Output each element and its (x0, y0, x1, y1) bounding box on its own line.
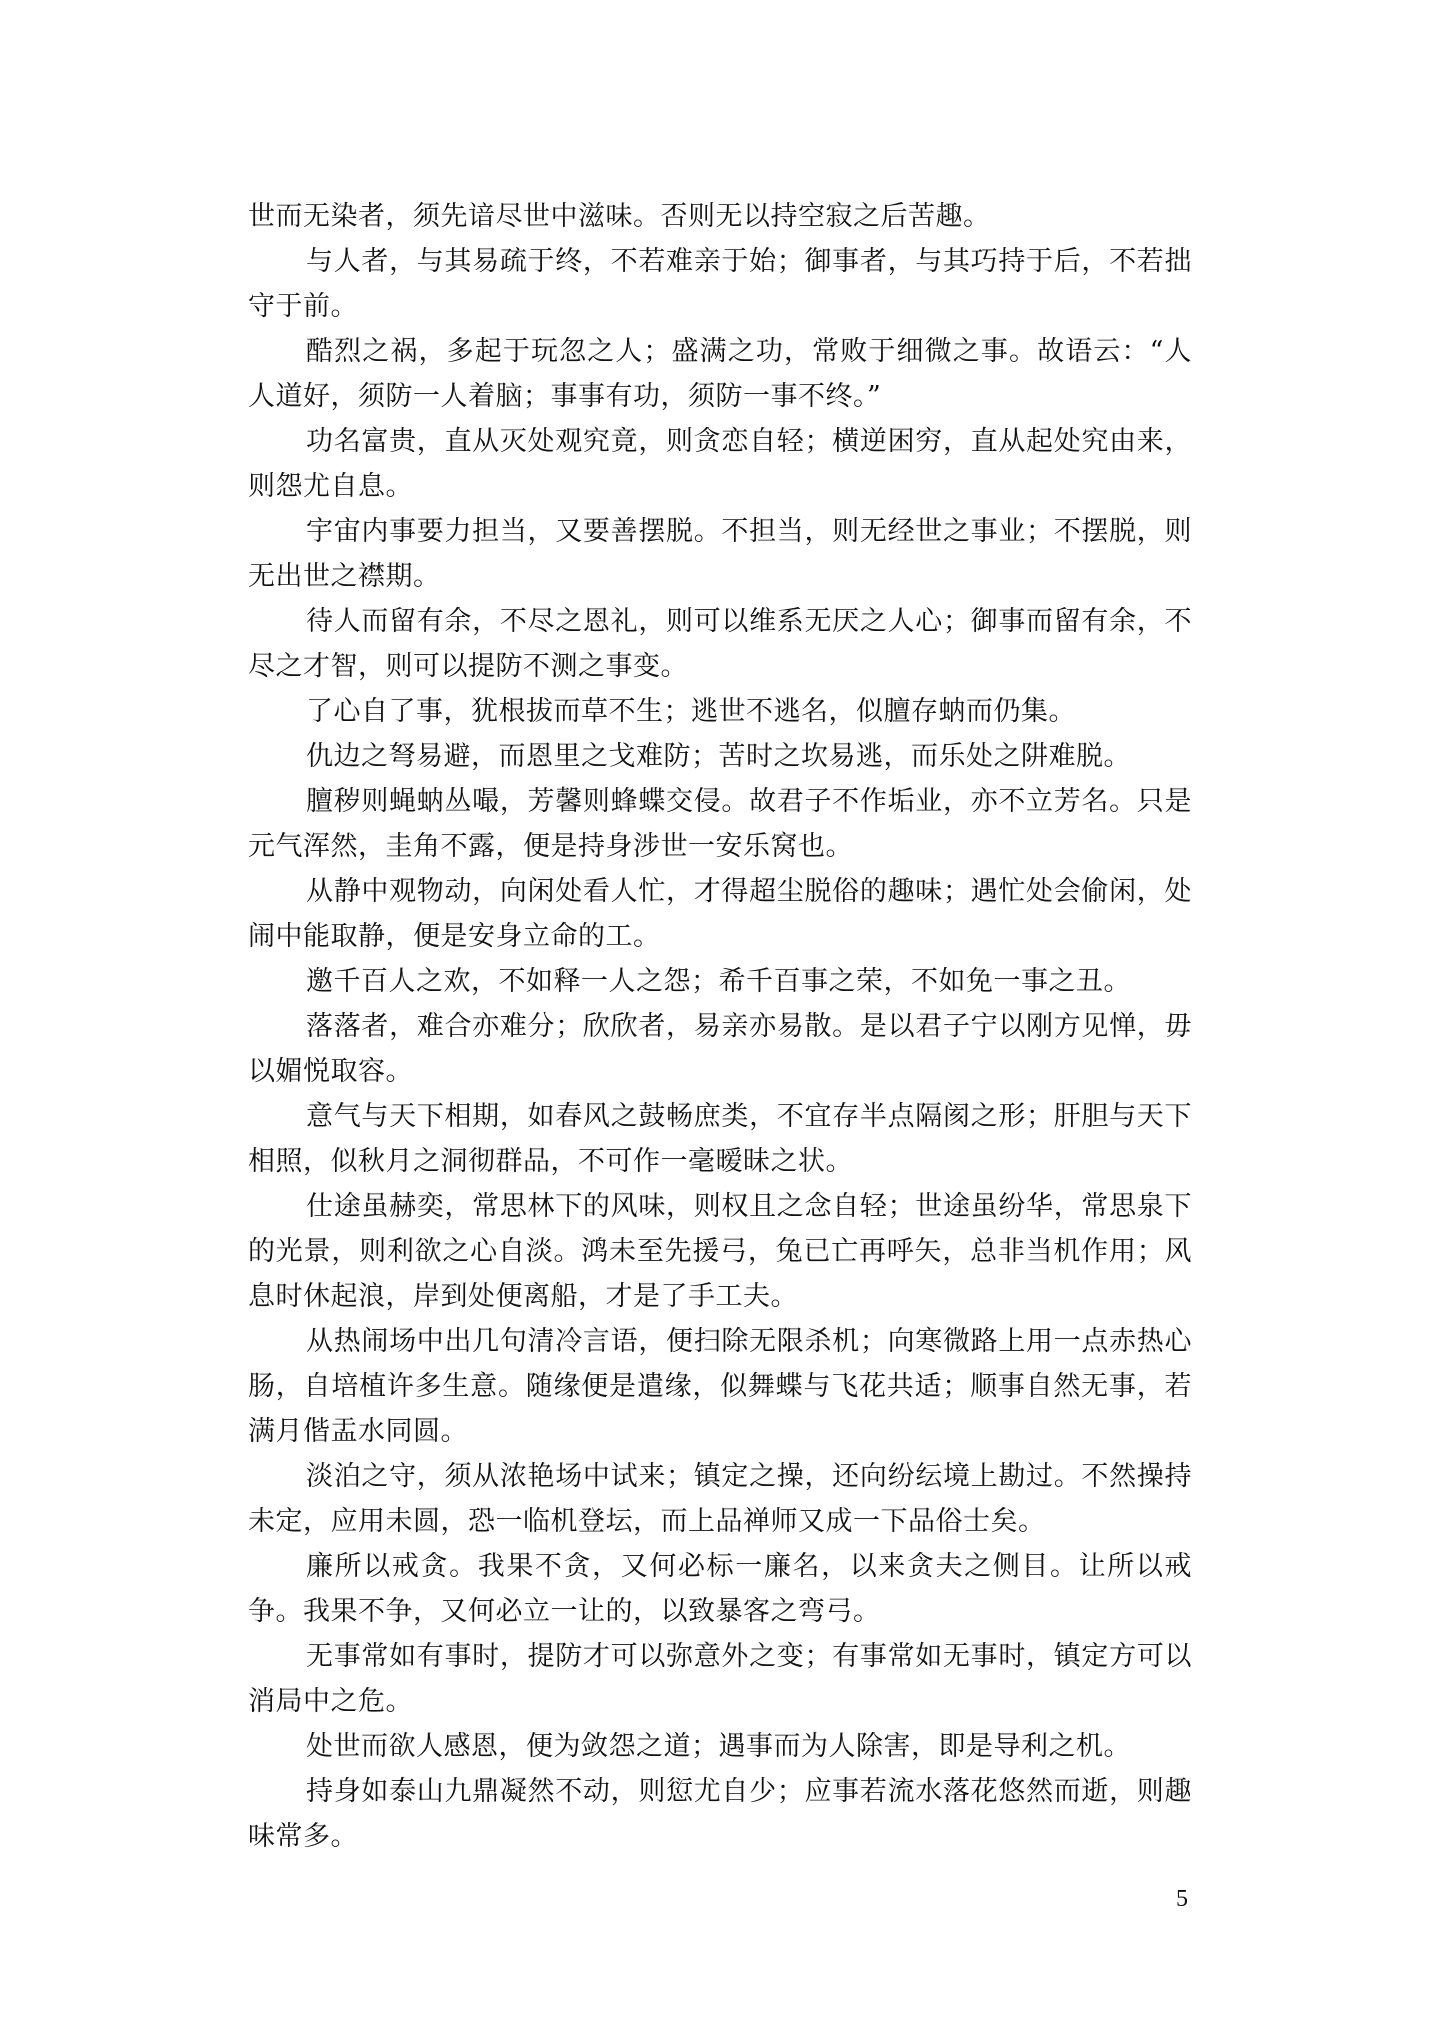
paragraph: 廉所以戒贪。我果不贪，又何必标一廉名，以来贪夫之侧目。让所以戒争。我果不争，又何必立一让的，以致暴客之弯弓。 (248, 1551, 1192, 1627)
paragraph: 酷烈之祸，多起于玩忽之人；盛满之功，常败于细微之事。故语云：“人人道好，须防一人着脑；事事有功，须防一事不终。” (248, 336, 1192, 412)
paragraph: 无事常如有事时，提防才可以弥意外之变；有事常如无事时，镇定方可以消局中之危。 (248, 1641, 1192, 1717)
paragraph: 淡泊之守，须从浓艳场中试来；镇定之操，还向纷纭境上勘过。不然操持未定，应用未圆，恐一临机登坛，而上品禅师又成一下品俗士矣。 (248, 1461, 1192, 1537)
paragraph: 待人而留有余，不尽之恩礼，则可以维系无厌之人心；御事而留有余，不尽之才智，则可以提防不测之事变。 (248, 606, 1192, 682)
paragraph: 从静中观物动，向闲处看人忙，才得超尘脱俗的趣味；遇忙处会偷闲，处闹中能取静，便是安身立命的工。 (248, 876, 1192, 952)
body-text (248, 194, 1192, 1859)
paragraph: 仕途虽赫奕，常思林下的风味，则权且之念自轻；世途虽纷华，常思泉下的光景，则利欲之心自淡。鸿未至先援弓，兔已亡再呼矢，总非当机作用；风息时休起浪，岸到处便离船，才是了手工夫。 (248, 1191, 1192, 1312)
paragraph: 落落者，难合亦难分；欣欣者，易亲亦易散。是以君子宁以刚方见惮，毋以媚悦取容。 (248, 1011, 1192, 1087)
paragraph: 邀千百人之欢，不如释一人之怨；希千百事之荣，不如免一事之丑。 (306, 966, 1131, 997)
paragraph: 仇边之弩易避，而恩里之戈难防；苦时之坎易逃，而乐处之阱难脱。 (306, 741, 1131, 772)
paragraph: 意气与天下相期，如春风之鼓畅庶类，不宜存半点隔阂之形；肝胆与天下相照，似秋月之洞彻群品，不可作一毫暧昧之状。 (248, 1101, 1192, 1177)
paragraph: 世而无染者，须先谙尽世中滋味。否则无以持空寂之后苦趣。 (248, 201, 991, 232)
paragraph: 从热闹场中出几句清冷言语，便扫除无限杀机；向寒微路上用一点赤热心肠，自培植许多生意。随缘便是遣缘，似舞蝶与飞花共适；顺事自然无事，若满月偕盂水同圆。 (248, 1326, 1192, 1447)
paragraph: 了心自了事，犹根拔而草不生；逃世不逃名，似膻存蚋而仍集。 (306, 696, 1076, 727)
paragraph: 处世而欲人感恩，便为敛怨之道；遇事而为人除害，即是导利之机。 (306, 1731, 1131, 1762)
paragraph: 功名富贵，直从灭处观究竟，则贪恋自轻；横逆困穷，直从起处究由来，则怨尤自息。 (248, 426, 1192, 502)
paragraph: 宇宙内事要力担当，又要善摆脱。不担当，则无经世之事业；不摆脱，则无出世之襟期。 (248, 516, 1192, 592)
page-number: 5 (1176, 1886, 1188, 1912)
paragraph: 持身如泰山九鼎凝然不动，则愆尤自少；应事若流水落花悠然而逝，则趣味常多。 (248, 1776, 1192, 1852)
paragraph: 与人者，与其易疏于终，不若难亲于始；御事者，与其巧持于后，不若拙守于前。 (248, 246, 1192, 322)
paragraph: 膻秽则蝇蚋丛嘬，芳馨则蜂蝶交侵。故君子不作垢业，亦不立芳名。只是元气浑然，圭角不露，便是持身涉世一安乐窝也。 (248, 786, 1192, 862)
